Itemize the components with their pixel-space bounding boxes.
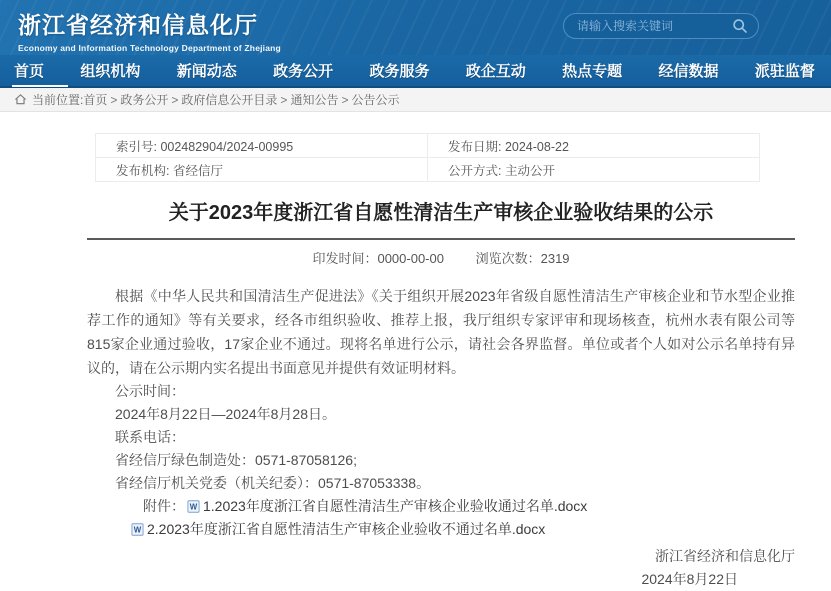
page-title: 关于2023年度浙江省自愿性清洁生产审核企业验收结果的公示: [168, 202, 714, 224]
meta-cell-publish-date: [428, 134, 760, 158]
meta-value: 省经信厅: [172, 163, 223, 178]
signature-date: 2024年8月22日: [641, 571, 738, 587]
meta-label: 发布机构:: [116, 163, 173, 178]
nav-item-organization[interactable]: 组织机构: [80, 63, 141, 80]
nav-item-interaction[interactable]: 政企互动: [465, 63, 526, 80]
attachment-row: [87, 518, 795, 541]
meta-label: 公开方式:: [448, 163, 505, 178]
meta-value: 002482904/2024-00995: [160, 139, 294, 154]
search-box[interactable]: [563, 13, 759, 39]
nav-item-hot-topics[interactable]: 热点专题: [562, 63, 623, 80]
site-subtitle: Economy and Information Technology Department of Zhejiang: [18, 43, 281, 53]
meta-value: 主动公开: [504, 163, 555, 178]
view-count-label: 浏览次数：: [475, 251, 541, 266]
table-row: [96, 158, 760, 182]
article-paragraph: 根据《中华人民共和国清洁生产促进法》《关于组织开展2023年省级自愿性清洁生产审核企业和节水型企业推荐工作的通知》等有关要求，经各市组织验收、推荐上报，我厅组织专家评审和现场核查，杭州水表有限公司等815家企业通过验收，17家企业不通过。现将名单进行公示，请社会各界监督。单位或者个人如对公示名单持有异议的，请在公示期内实名提出书面意见并提供有效证明材料。: [87, 288, 795, 376]
publicity-period-value: 2024年8月22日—2024年8月28日。: [115, 406, 337, 422]
nav-item-gov-services[interactable]: 政务服务: [369, 63, 430, 80]
breadcrumb-separator: >: [341, 92, 349, 107]
breadcrumb-item-info-catalog[interactable]: 政府信息公开目录: [181, 93, 278, 107]
view-count-value: 2319: [540, 251, 570, 266]
view-count: [476, 251, 570, 266]
breadcrumb-item-notices[interactable]: 通知公告: [290, 93, 339, 107]
svg-text:W: W: [189, 502, 198, 512]
doc-file-icon: [131, 523, 144, 536]
meta-cell-disclosure-mode: [428, 158, 760, 182]
article-content: [0, 133, 831, 591]
site-logo: [18, 7, 281, 53]
signature-org: 浙江省经济和信息化厅: [655, 548, 795, 564]
doc-file-icon: [187, 500, 200, 513]
breadcrumb-item-gov-disclosure[interactable]: 政务公开: [120, 93, 169, 107]
nav-item-supervision[interactable]: 派驻监督: [754, 63, 815, 80]
svg-text:W: W: [133, 525, 142, 535]
nav-item-news[interactable]: 新闻动态: [176, 63, 237, 80]
breadcrumb-prefix: 当前位置:: [32, 93, 84, 107]
meta-label: 发布日期:: [448, 139, 505, 154]
attachment-link-failed-list[interactable]: 2.2023年度浙江省自愿性清洁生产审核企业验收不通过名单.docx: [147, 521, 546, 537]
meta-value: 2024-08-22: [504, 139, 569, 154]
signature-block: [87, 545, 795, 591]
publicity-period-label: 公示时间：: [115, 383, 185, 399]
breadcrumb-separator: >: [280, 92, 288, 107]
site-banner: [0, 0, 831, 55]
nav-item-data[interactable]: 经信数据: [658, 63, 719, 80]
attachment-row: [87, 495, 795, 518]
print-time: [312, 251, 444, 266]
breadcrumb-item-home[interactable]: 首页: [83, 93, 108, 107]
contact-phone-label: 联系电话：: [115, 429, 185, 445]
table-row: [96, 134, 760, 158]
breadcrumb-separator: >: [171, 92, 179, 107]
print-time-value: 0000-00-00: [377, 251, 444, 266]
article-stats: [87, 248, 795, 267]
meta-label: 索引号:: [116, 139, 161, 154]
meta-cell-publisher: [96, 158, 428, 182]
nav-item-home[interactable]: 首页: [12, 54, 46, 87]
attachment-link-passed-list[interactable]: 1.2023年度浙江省自愿性清洁生产审核企业验收通过名单.docx: [203, 498, 588, 514]
document-meta-table: [95, 133, 760, 182]
site-title: 浙江省经济和信息化厅: [18, 12, 258, 38]
contact-phone-green-manufacturing: 省经信厅绿色制造处：0571-87058126;: [115, 452, 357, 468]
search-input[interactable]: [577, 19, 732, 33]
breadcrumb-separator: >: [110, 92, 118, 107]
print-time-label: 印发时间：: [312, 251, 378, 266]
home-icon: [14, 93, 27, 106]
contact-phone-party-committee: 省经信厅机关党委（机关纪委）：0571-87053338。: [115, 475, 431, 491]
article-body: [87, 284, 795, 591]
title-divider: [87, 238, 795, 240]
breadcrumb: [0, 88, 831, 112]
attachments-label: 附件：: [143, 498, 185, 514]
main-nav: [0, 55, 831, 88]
search-icon[interactable]: [732, 18, 748, 34]
nav-item-gov-disclosure[interactable]: 政务公开: [273, 63, 334, 80]
meta-cell-index: [96, 134, 428, 158]
breadcrumb-item-announcements[interactable]: 公告公示: [351, 93, 400, 107]
